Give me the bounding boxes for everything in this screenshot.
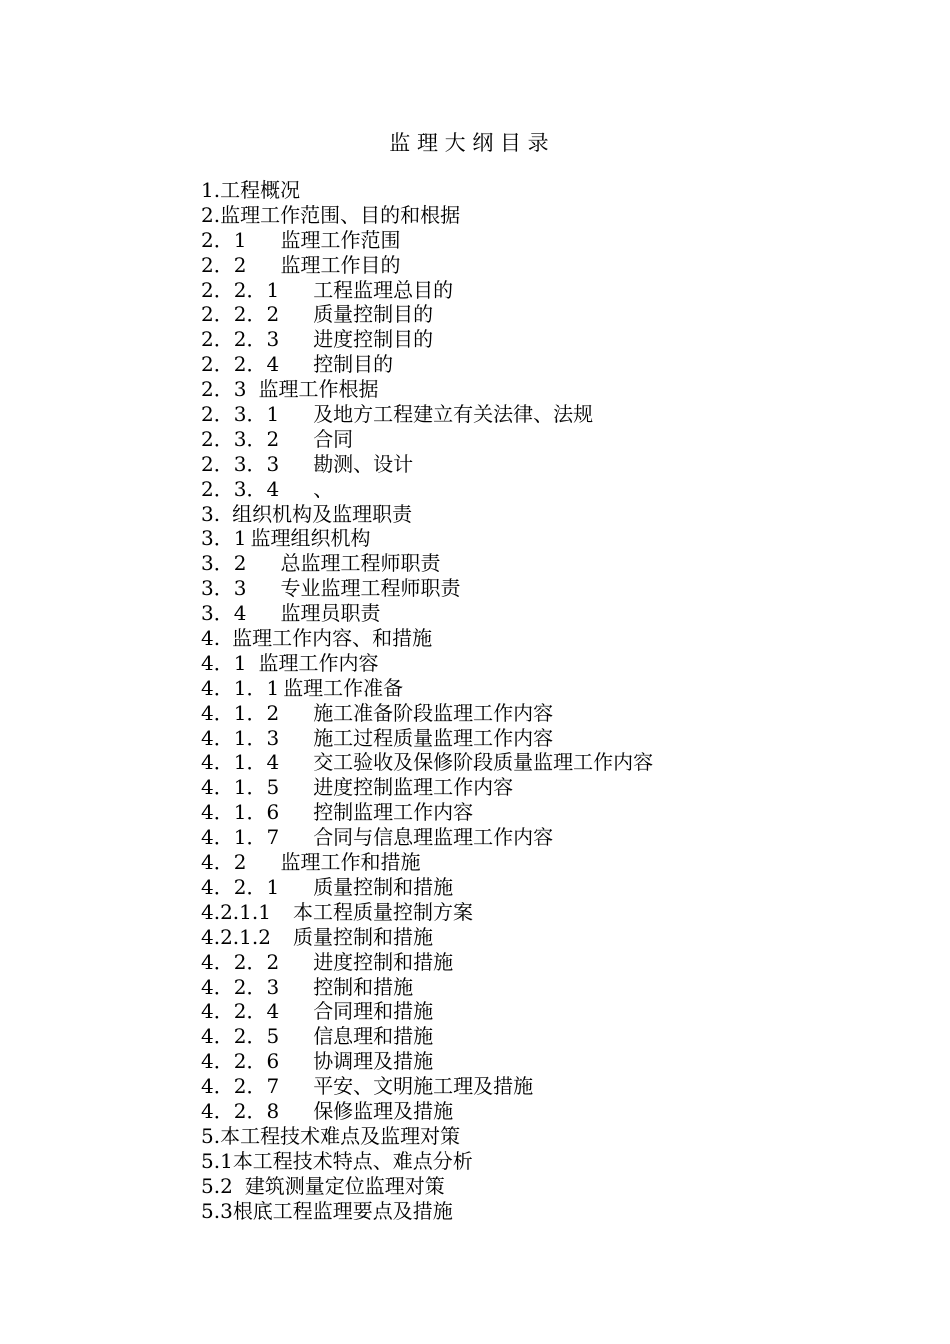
toc-entry-text: 根底工程监理要点及措施 — [232, 1198, 453, 1223]
toc-entry-number: 2．3．4 — [201, 476, 280, 501]
toc-entry-number: 2. — [201, 202, 221, 227]
toc-entry-number: 4．2．6 — [201, 1049, 280, 1074]
toc-entry — [201, 178, 901, 203]
toc-entry-number: 4．2．5 — [201, 1024, 280, 1049]
toc-entry-text: 总监理工程师职责 — [280, 551, 441, 576]
toc-entry-number: 2．2．1 — [201, 277, 280, 302]
toc-entry-text: 控制目的 — [313, 352, 394, 377]
toc-entry — [201, 925, 901, 950]
toc-entry-text: 进度控制和措施 — [313, 949, 454, 974]
toc-entry-number: 4．2．1 — [201, 874, 280, 899]
toc-entry — [201, 1099, 901, 1124]
toc-entry — [201, 750, 901, 775]
toc-entry — [201, 1124, 901, 1149]
toc-entry — [201, 502, 901, 527]
toc-entry-number: 2．1 — [201, 227, 247, 252]
toc-entry — [201, 576, 901, 601]
toc-entry-number: 3. — [201, 501, 221, 526]
toc-entry-text: 控制监理工作内容 — [313, 800, 474, 825]
toc-entry-number: 4．1．6 — [201, 800, 280, 825]
toc-entry-number: 3．3 — [201, 576, 247, 601]
toc-entry-number: 4．2．7 — [201, 1074, 280, 1099]
toc-entry — [201, 1174, 901, 1199]
page-title: 监 理 大 纲 目 录 — [389, 131, 549, 155]
toc-entry-text: 工程监理总目的 — [313, 277, 454, 302]
toc-entry — [201, 427, 901, 452]
toc-entry — [201, 352, 901, 377]
toc-entry-text: 监理工作和措施 — [280, 850, 421, 875]
toc-entry-number: 5.3 — [201, 1198, 233, 1223]
toc-entry-text: 质量控制和措施 — [292, 924, 433, 949]
toc-entry — [201, 1049, 901, 1074]
toc-entry — [201, 676, 901, 701]
toc-entry-text: 施工准备阶段监理工作内容 — [313, 700, 554, 725]
toc-entry — [201, 800, 901, 825]
toc-entry — [201, 701, 901, 726]
toc-entry-text: 本工程技术难点及监理对策 — [220, 1123, 461, 1148]
table-of-contents — [201, 178, 901, 1223]
toc-entry-text: 组织机构及监理职责 — [232, 501, 413, 526]
toc-entry-number: 4．2．2 — [201, 949, 280, 974]
toc-entry-text: 本工程质量控制方案 — [292, 899, 473, 924]
toc-entry-text: 交工验收及保修阶段质量监理工作内容 — [313, 750, 654, 775]
toc-entry-number: 4．1．5 — [201, 775, 280, 800]
toc-entry-text: 质量控制目的 — [313, 302, 434, 327]
toc-entry-number: 2．2．2 — [201, 302, 280, 327]
toc-entry — [201, 551, 901, 576]
toc-entry — [201, 601, 901, 626]
toc-entry-number: 4．1．7 — [201, 825, 280, 850]
toc-entry — [201, 999, 901, 1024]
toc-entry — [201, 975, 901, 1000]
toc-entry-text: 信息理和措施 — [313, 1024, 434, 1049]
toc-entry-text: 及地方工程建立有关法律、法规 — [313, 402, 594, 427]
toc-entry-number: 4．1．1 — [201, 675, 280, 700]
toc-entry-text: 监理组织机构 — [250, 526, 371, 551]
toc-entry — [201, 203, 901, 228]
toc-entry-number: 4．2 — [201, 850, 247, 875]
toc-entry — [201, 228, 901, 253]
toc-entry-text: 本工程技术特点、难点分析 — [232, 1148, 473, 1173]
toc-entry-number: 2．2．3 — [201, 327, 280, 352]
toc-entry-text: 监理工作内容 — [258, 650, 379, 675]
toc-entry-number: 2．3．1 — [201, 402, 280, 427]
toc-entry — [201, 626, 901, 651]
toc-entry — [201, 477, 901, 502]
toc-entry-text: 质量控制和措施 — [313, 874, 454, 899]
toc-entry — [201, 402, 901, 427]
toc-entry-number: 3．4 — [201, 601, 247, 626]
toc-entry-text: 合同理和措施 — [313, 999, 434, 1024]
toc-entry — [201, 327, 901, 352]
toc-entry — [201, 726, 901, 751]
toc-entry — [201, 1074, 901, 1099]
toc-entry — [201, 253, 901, 278]
toc-entry — [201, 377, 901, 402]
toc-entry-text: 监理工作目的 — [280, 252, 401, 277]
toc-entry-text: 监理工作根据 — [258, 377, 379, 402]
toc-entry-text: 监理工作范围 — [280, 227, 401, 252]
toc-entry-text: 合同 — [313, 426, 354, 451]
toc-entry-text: 、 — [313, 476, 334, 501]
toc-entry-number: 3．1 — [201, 526, 247, 551]
toc-entry — [201, 452, 901, 477]
toc-entry — [201, 1149, 901, 1174]
toc-entry — [201, 302, 901, 327]
toc-entry-text: 专业监理工程师职责 — [280, 576, 461, 601]
toc-entry — [201, 526, 901, 551]
toc-entry-text: 进度控制目的 — [313, 327, 434, 352]
toc-entry-text: 合同与信息理监理工作内容 — [313, 825, 554, 850]
toc-entry — [201, 900, 901, 925]
toc-entry — [201, 825, 901, 850]
toc-entry — [201, 1024, 901, 1049]
toc-entry-number: 2．2 — [201, 252, 247, 277]
toc-entry-number: 5.2 — [201, 1173, 233, 1198]
toc-entry-text: 监理工作内容、和措施 — [232, 626, 433, 651]
toc-entry-text: 进度控制监理工作内容 — [313, 775, 514, 800]
toc-entry-text: 工程概况 — [220, 178, 301, 202]
toc-entry — [201, 1199, 901, 1224]
toc-entry-number: 4．1．3 — [201, 725, 280, 750]
toc-entry-number: 4．1．4 — [201, 750, 280, 775]
toc-entry-text: 勘测、设计 — [313, 451, 414, 476]
toc-entry-text: 协调理及措施 — [313, 1049, 434, 1074]
toc-entry — [201, 278, 901, 303]
toc-entry-number: 4.2.1.1 — [201, 899, 271, 924]
toc-entry — [201, 651, 901, 676]
toc-entry-number: 4．1 — [201, 650, 247, 675]
toc-entry-number: 2．2．4 — [201, 352, 280, 377]
toc-entry-text: 平安、文明施工理及措施 — [313, 1074, 534, 1099]
toc-entry-text: 监理工作范围、目的和根据 — [220, 202, 461, 227]
toc-entry-number: 4．2．3 — [201, 974, 280, 999]
toc-entry-number: 3．2 — [201, 551, 247, 576]
toc-entry — [201, 950, 901, 975]
toc-entry — [201, 875, 901, 900]
toc-entry-number: 4．2．8 — [201, 1098, 280, 1123]
toc-entry-number: 5. — [201, 1123, 221, 1148]
toc-entry-text: 控制和措施 — [313, 974, 414, 999]
toc-entry-text: 建筑测量定位监理对策 — [244, 1173, 445, 1198]
toc-entry-number: 2．3．2 — [201, 426, 280, 451]
toc-entry-text: 施工过程质量监理工作内容 — [313, 725, 554, 750]
toc-entry-text: 保修监理及措施 — [313, 1098, 454, 1123]
toc-entry-number: 4．2．4 — [201, 999, 280, 1024]
toc-entry — [201, 775, 901, 800]
toc-entry-number: 2．3．3 — [201, 451, 280, 476]
toc-entry-number: 4．1．2 — [201, 700, 280, 725]
toc-entry-number: 2．3 — [201, 377, 247, 402]
toc-entry — [201, 850, 901, 875]
toc-entry-number: 4. — [201, 626, 221, 651]
toc-entry-text: 监理工作准备 — [283, 675, 404, 700]
toc-entry-number: 5.1 — [201, 1148, 233, 1173]
toc-entry-number: 4.2.1.2 — [201, 924, 271, 949]
toc-entry-number: 1. — [201, 178, 221, 202]
toc-entry-text: 监理员职责 — [280, 601, 381, 626]
